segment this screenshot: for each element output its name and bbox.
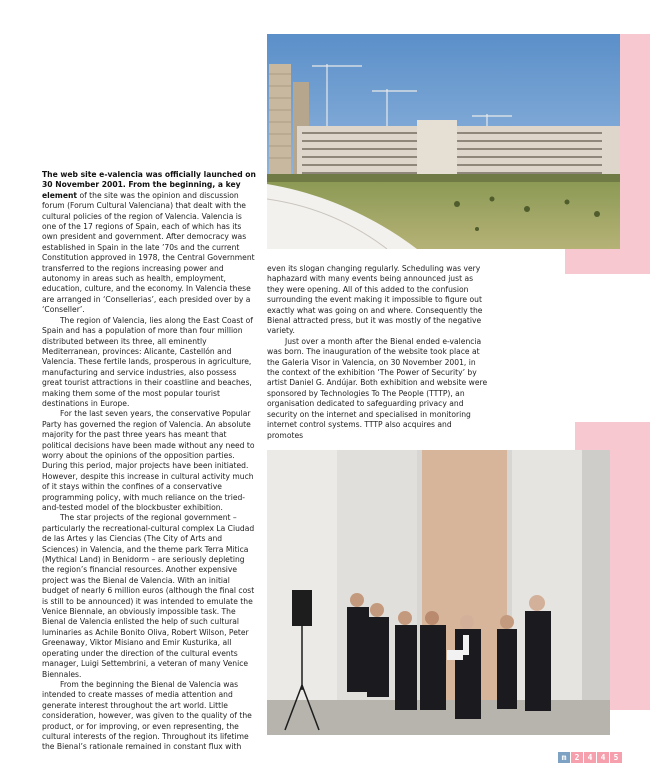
page-number-digit: 2 [571,752,583,763]
exhibition-opening-photo [267,450,610,735]
lead-paragraph [42,170,256,316]
paragraph: The region of Valencia, lies along the East Coast of Spain and has a population of more than four million distributed between its three, all eminently Mediterranean, provinces: Alicante, Castellón and Valencia. These fertile lands, prosperous in agriculture, manufacturing and service industries, also possess great tourist attractions in their coastline and beaches, making them some of the most popular tourist destinations in Europe. [42,315,253,408]
left-text-column [42,170,256,753]
paragraph: Just over a month after the Bienal ended e-valencia was born. The inauguration of the website took place at the Galeria Visor in Valencia, on 30 November 2001, in the context of the exhibition ‘The Power of Security’ by artist Daniel G. Andújar. Both exhibition and website were sponsored by Technologies To The People (TTTP), an organisation dedicated to safeguarding privacy and security on the internet and specialised in monitoring internet control systems. TTTP also acquires and promotes [267,336,488,440]
page-number-prefix: m [558,752,570,763]
page-number-digit: 4 [584,752,596,763]
lead-text: The web site e-valencia was officially launched on 30 November 2001. From the beginning, a key element [42,170,256,200]
paragraph: The star projects of the regional government – particularly the recreational-cultural complex La Ciudad de las Artes y las Ciencias (The City of Arts and Sciences) in Valencia, and the theme park Terra Mitica (Mythical Land) in Benidorm – are seriously depleting the region’s financial resources. Another expensive project was the Bienal de Valencia. With an initial budget of nearly 6 million euros (although the final cost is still to be announced) it was intended to emulate the Venice Biennale, an obviously impossible task. The Bienal de Valencia enlisted the help of such cultural luminaries as Achile Bonito Oliva, Robert Wilson, Peter Greenaway, Viktor Misiano and Emir Kusturika, all operating under the direction of the cultural events manager, Luigi Settembrini, a veteran of many Venice Biennales. [42,513,255,679]
page-number-digit: 5 [610,752,622,763]
page-number-digit: 4 [597,752,609,763]
page-number [558,752,622,763]
paragraph: For the last seven years, the conservative Popular Party has governed the region of Valencia. An absolute majority for the past three years has meant that political decisions have been made without any need to worry about the opinions of the opposition parties. During this period, major projects have been initiated. However, despite this increase in cultural activity much of it stays within the confines of a conservative programming policy, with much reliance on the tried-and-tested model of the blockbuster exhibition. [42,409,255,512]
paragraph-text: of the site was the opinion and discussion forum (Forum Cultural Valenciana) that dealt with the cultural policies of the region of Valencia. Valencia is one of the 17 regions of Spain, each of which has its own president and government. After democracy was established in Spain in the late ’70s and the current Constitution approved in 1978, the Central Government transferred to the regions increasing power and autonomy in areas such as health, employment, education, culture, and the economy. In Valencia these are arranged in ‘Consellerias’, each presided over by a ‘Conseller’. [42,190,255,315]
right-text-column [267,264,489,441]
city-skyline-photo [267,34,620,249]
paragraph: From the beginning the Bienal de Valencia was intended to create masses of media attention and generate interest throughout the art world. Little consideration, however, was given to the quality of the product, or for improving, or even representing, the cultural interests of the region. Throughout its lifetime the Bienal’s rationale remained in constant flux with [42,679,252,752]
paragraph: even its slogan changing regularly. Scheduling was very haphazard with many events being announced just as they were opening. All of this added to the confusion surrounding the event making it impossible to figure out exactly what was going on and where. Consequently the Bienal attracted press, but it was mostly of the negative variety. [267,264,483,336]
